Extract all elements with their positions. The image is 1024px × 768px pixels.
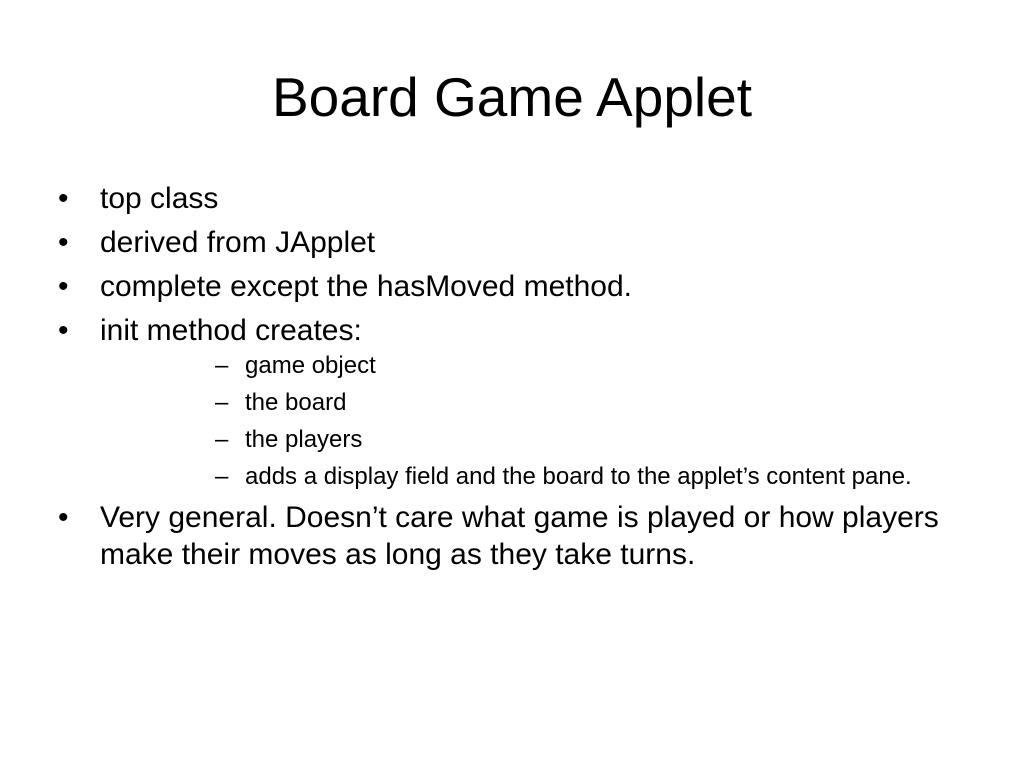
sub-bullet-text: adds a display field and the board to the applet’s content pane. bbox=[245, 463, 912, 490]
bullet-item-very-general bbox=[0, 499, 1024, 573]
bullet-marker: • bbox=[58, 226, 69, 259]
sub-bullet-list bbox=[100, 351, 954, 491]
bullet-list bbox=[0, 180, 1024, 580]
bullet-marker: • bbox=[58, 314, 69, 347]
sub-bullet-item bbox=[100, 425, 954, 454]
sub-bullet-marker: – bbox=[215, 352, 229, 379]
bullet-text: top class bbox=[100, 182, 219, 215]
bullet-item-derived-from bbox=[0, 224, 1024, 261]
bullet-marker: • bbox=[58, 182, 69, 215]
bullet-item-init-method bbox=[0, 312, 1024, 491]
sub-bullet-marker: – bbox=[215, 426, 229, 453]
bullet-marker: • bbox=[58, 501, 69, 534]
slide-title: Board Game Applet bbox=[271, 66, 752, 128]
bullet-text: derived from JApplet bbox=[100, 226, 376, 259]
sub-bullet-item bbox=[100, 462, 954, 491]
sub-bullet-item bbox=[100, 388, 954, 417]
bullet-text: init method creates: bbox=[100, 314, 362, 347]
sub-bullet-text: the board bbox=[245, 389, 347, 416]
sub-bullet-marker: – bbox=[215, 463, 229, 490]
bullet-item-top-class bbox=[0, 180, 1024, 217]
sub-bullet-item bbox=[100, 351, 954, 380]
sub-bullet-marker: – bbox=[215, 389, 229, 416]
bullet-text: Very general. Doesn’t care what game is played or how players make their moves as long as they take turns. bbox=[100, 501, 939, 571]
sub-bullet-text: the players bbox=[245, 426, 363, 453]
bullet-text: complete except the hasMoved method. bbox=[100, 270, 632, 303]
sub-bullet-text: game object bbox=[245, 352, 376, 379]
bullet-marker: • bbox=[58, 270, 69, 303]
bullet-item-complete-except bbox=[0, 268, 1024, 305]
